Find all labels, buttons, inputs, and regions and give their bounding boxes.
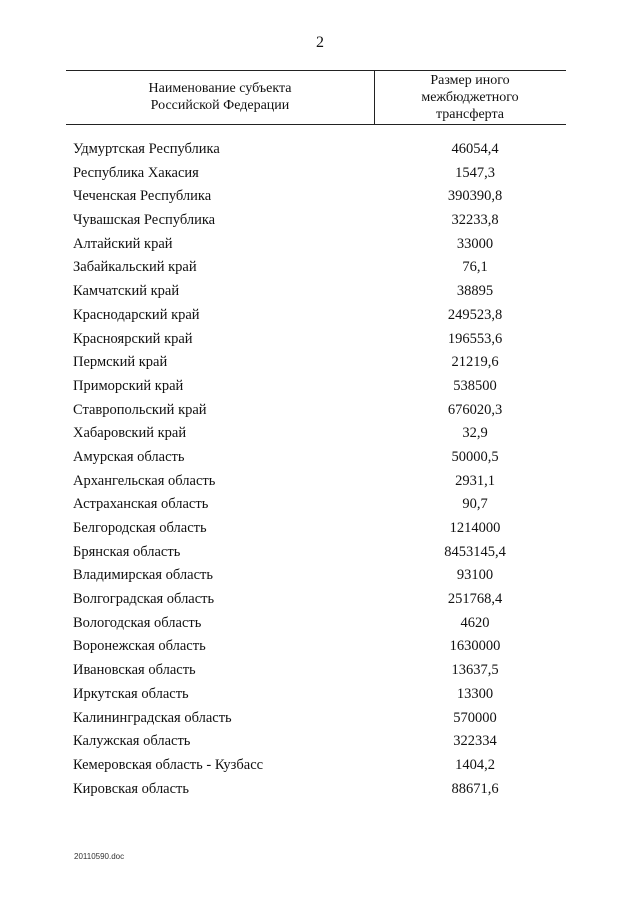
region-name: Удмуртская Республика	[73, 141, 220, 157]
document-footer: 20110590.doc	[74, 852, 125, 861]
transfer-amount: 90,7	[462, 496, 488, 513]
table-row	[0, 163, 640, 187]
page-number: 2	[316, 34, 324, 51]
transfer-amount: 8453145,4	[444, 543, 506, 560]
table-row	[0, 542, 640, 566]
table-row	[0, 494, 640, 518]
table-row	[0, 471, 640, 495]
table-row	[0, 329, 640, 353]
column-header-name-text: Наименование субъекта Российской Федерации	[148, 81, 292, 113]
transfer-amount: 570000	[453, 709, 497, 726]
region-name: Калининградская область	[73, 709, 232, 726]
transfer-amount: 32233,8	[451, 212, 499, 229]
region-name: Брянская область	[73, 543, 181, 560]
region-name: Республика Хакасия	[73, 164, 199, 181]
table-row	[0, 779, 640, 803]
table-row	[0, 755, 640, 779]
table-row	[0, 613, 640, 637]
transfer-amount: 322334	[453, 733, 497, 750]
table-row	[0, 281, 640, 305]
table-row	[0, 257, 640, 281]
region-name: Волгоградская область	[73, 591, 215, 608]
region-name: Вологодская область	[73, 614, 202, 631]
table-row	[0, 305, 640, 329]
table-row	[0, 210, 640, 234]
table-row	[0, 518, 640, 542]
region-name: Краснодарский край	[73, 306, 200, 323]
table-row	[0, 352, 640, 376]
region-name: Кемеровская область - Кузбасс	[73, 756, 264, 773]
table-row	[0, 708, 640, 732]
transfer-amount: 13637,5	[451, 662, 499, 679]
transfer-amount: 1214000	[449, 520, 501, 536]
transfer-amount: 249523,8	[447, 306, 503, 323]
table-header-bottom-rule	[66, 124, 566, 125]
transfer-amount: 21219,6	[451, 354, 499, 371]
region-name: Иркутская область	[73, 685, 189, 702]
table-row	[0, 234, 640, 258]
region-name: Архангельская область	[73, 472, 216, 489]
transfer-amount: 2931,1	[455, 472, 495, 489]
table-row	[0, 376, 640, 400]
region-name: Калужская область	[73, 733, 191, 750]
table-row	[0, 684, 640, 708]
transfer-amount: 76,1	[462, 259, 488, 276]
transfer-amount: 88671,6	[451, 780, 499, 797]
region-name: Пермский край	[73, 354, 168, 371]
transfer-amount: 251768,4	[447, 591, 503, 608]
table-row	[0, 589, 640, 613]
region-name: Белгородская область	[73, 520, 207, 536]
table-row	[0, 565, 640, 589]
region-name: Алтайский край	[73, 235, 173, 252]
table-row	[0, 186, 640, 210]
region-name: Камчатский край	[73, 283, 180, 300]
region-name: Астраханская область	[73, 496, 209, 513]
transfer-amount: 32,9	[462, 425, 488, 442]
column-header-value-text: Размер иного межбюджетного трансферта	[421, 72, 519, 122]
table-row	[0, 139, 640, 163]
table-row	[0, 423, 640, 447]
region-name: Красноярский край	[73, 330, 193, 347]
transfer-amount: 4620	[460, 614, 490, 631]
table-row	[0, 636, 640, 660]
region-name: Кировская область	[73, 780, 190, 797]
transfer-amount: 538500	[453, 377, 497, 394]
table-row	[0, 447, 640, 471]
region-name: Ивановская область	[73, 662, 196, 679]
transfer-amount: 390390,8	[447, 188, 503, 205]
transfer-amount: 1547,3	[455, 164, 495, 181]
table-body	[0, 139, 640, 802]
transfer-amount: 38895	[456, 283, 494, 300]
column-header-name	[66, 72, 374, 122]
table-row	[0, 660, 640, 684]
region-name: Воронежская область	[73, 638, 206, 655]
region-name: Чувашская Республика	[73, 212, 216, 229]
region-name: Амурская область	[73, 448, 185, 465]
transfer-amount: 676020,3	[447, 401, 503, 418]
column-header-value	[374, 72, 566, 122]
transfer-amount: 196553,6	[447, 330, 503, 347]
transfer-amount: 50000,5	[451, 448, 499, 465]
region-name: Хабаровский край	[73, 425, 187, 442]
table-row	[0, 731, 640, 755]
table-row	[0, 400, 640, 424]
region-name: Забайкальский край	[73, 259, 197, 276]
region-name: Ставропольский край	[73, 401, 207, 418]
transfer-amount: 1630000	[449, 638, 501, 655]
region-name: Приморский край	[73, 377, 184, 394]
transfer-amount: 33000	[456, 235, 494, 252]
transfer-amount: 13300	[456, 685, 494, 702]
region-name: Чеченская Республика	[73, 188, 212, 205]
transfer-amount: 1404,2	[455, 756, 495, 773]
transfer-amount: 93100	[456, 567, 494, 584]
region-name: Владимирская область	[73, 567, 213, 584]
transfer-amount: 46054,4	[451, 141, 499, 157]
